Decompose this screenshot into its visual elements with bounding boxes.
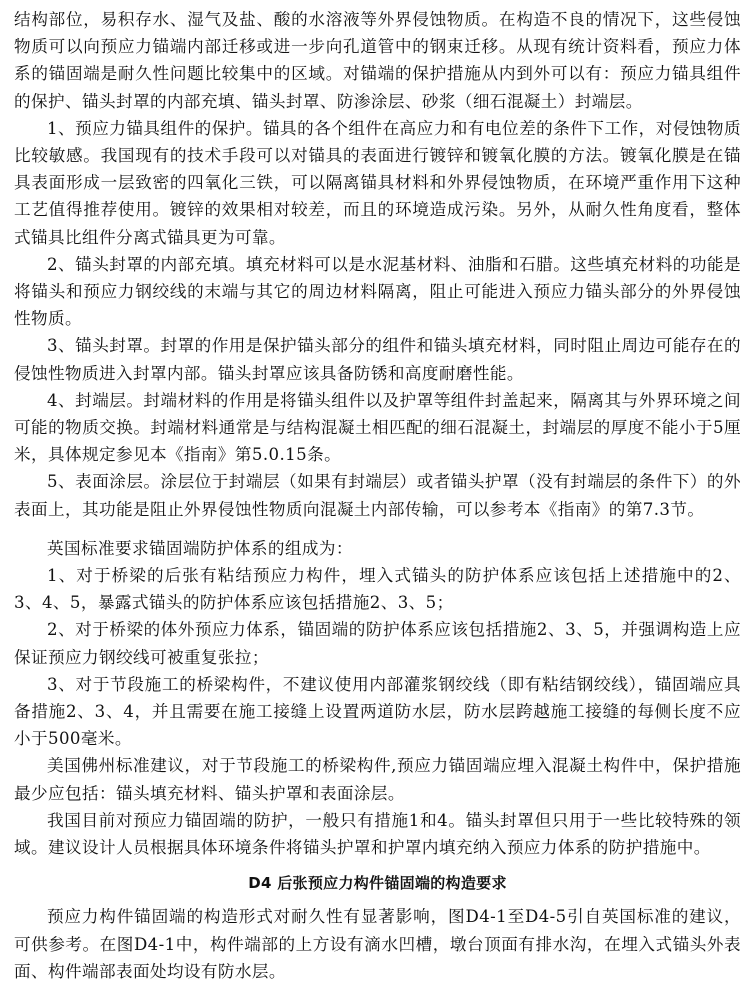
paragraph-china-practice: 我国目前对预应力锚固端的防护，一般只有措施1和4。锚头封罩但只用于一些比较特殊的领域。建议设计人员根据具体环境条件将锚头护罩和护罩内填充纳入预应力体系的防护措施中。 bbox=[14, 810, 741, 858]
paragraph-measure-1: 1、预应力锚具组件的保护。锚具的各个组件在高应力和有电位差的条件下工作，对侵蚀物质比较敏感。我国现有的技术手段可以对锚具的表面进行镀锌和镀氧化膜的方法。镀氧化膜是在锚具表面形成一层致密的四氧化三铁，可以隔离锚具材料和外界侵蚀物质，在环境严重作用下这种工艺值得推荐使用。镀锌的效果相对较差，而且的环境造成污染。另外，从耐久性角度看，整体式锚具比组件分离式锚具更为可靠。 bbox=[14, 118, 741, 247]
paragraph-measure-3: 3、锚头封罩。封罩的作用是保护锚头部分的组件和锚头填充材料，同时阻止周边可能存在的侵蚀性物质进入封罩内部。锚头封罩应该具备防锈和高度耐磨性能。 bbox=[14, 336, 741, 383]
paragraph-uk-item-1: 1、对于桥梁的后张有粘结预应力构件，埋入式锚头的防护体系应该包括上述措施中的2、3、4、5，暴露式锚头的防护体系应该包括措施2、3、5； bbox=[14, 566, 741, 613]
paragraph-measure-2: 2、锚头封罩的内部充填。填充材料可以是水泥基材料、油脂和石腊。这些填充材料的功能是将锚头和预应力钢绞线的末端与其它的周边材料隔离，阻止可能进入预应力锚头部分的外界侵蚀性物质。 bbox=[14, 254, 741, 329]
section-heading: D4 后张预应力构件锚固端的构造要求 bbox=[248, 874, 507, 893]
paragraph-uk-item-3: 3、对于节段施工的桥梁构件，不建议使用内部灌浆钢绞线（即有粘结钢绞线），锚固端应具备措施2、3、4，并且需要在施工接缝上设置两道防水层，防水层跨越施工接缝的每侧长度不应小于500毫米。 bbox=[14, 674, 741, 749]
paragraph-measure-5: 5、表面涂层。涂层位于封端层（如果有封端层）或者锚头护罩（没有封端层的条件下）的外表面上，其功能是阻止外界侵蚀性物质向混凝土内部传输，可以参考本《指南》的第7.3节。 bbox=[14, 472, 741, 519]
paragraph-measure-4: 4、封端层。封端材料的作用是将锚头组件以及护罩等组件封盖起来，隔离其与外界环境之间可能的物质交换。封端材料通常是与结构混凝土相匹配的细石混凝土，封端层的厚度不能小于5厘米，具体规定参见本《指南》第5.0.15条。 bbox=[14, 390, 741, 465]
paragraph-uk-item-2: 2、对于桥梁的体外预应力体系，锚固端的防护体系应该包括措施2、3、5，并强调构造上应保证预应力钢绞线可被重复张拉； bbox=[14, 620, 741, 667]
paragraph-intro: 结构部位，易积存水、湿气及盐、酸的水溶液等外界侵蚀物质。在构造不良的情况下，这些侵蚀物质可以向预应力锚端内部迁移或进一步向孔道管中的钢束迁移。从现有统计资料看，预应力体系的锚固端是耐久性问题比较集中的区域。对锚端的保护措施从内到外可以有：预应力锚具组件的保护、锚头封罩的内部充填、锚头封罩、防渗涂层、砂浆（细石混凝土）封端层。 bbox=[14, 10, 741, 111]
paragraph-florida-standard: 美国佛州标准建议，对于节段施工的桥梁构件,预应力锚固端应埋入混凝土构件中，保护措施最少应包括：锚头填充材料、锚头护罩和表面涂层。 bbox=[14, 756, 741, 803]
paragraph-construction-requirements: 预应力构件锚固端的构造形式对耐久性有显著影响，图D4-1至D4-5引自英国标准的建议，可供参考。在图D4-1中，构件端部的上方设有滴水凹槽，墩台顶面有排水沟，在埋入式锚头外表面、构件端部表面处均设有防水层。 bbox=[14, 907, 741, 981]
paragraph-uk-standard: 英国标准要求锚固端防护体系的组成为： bbox=[47, 538, 353, 558]
